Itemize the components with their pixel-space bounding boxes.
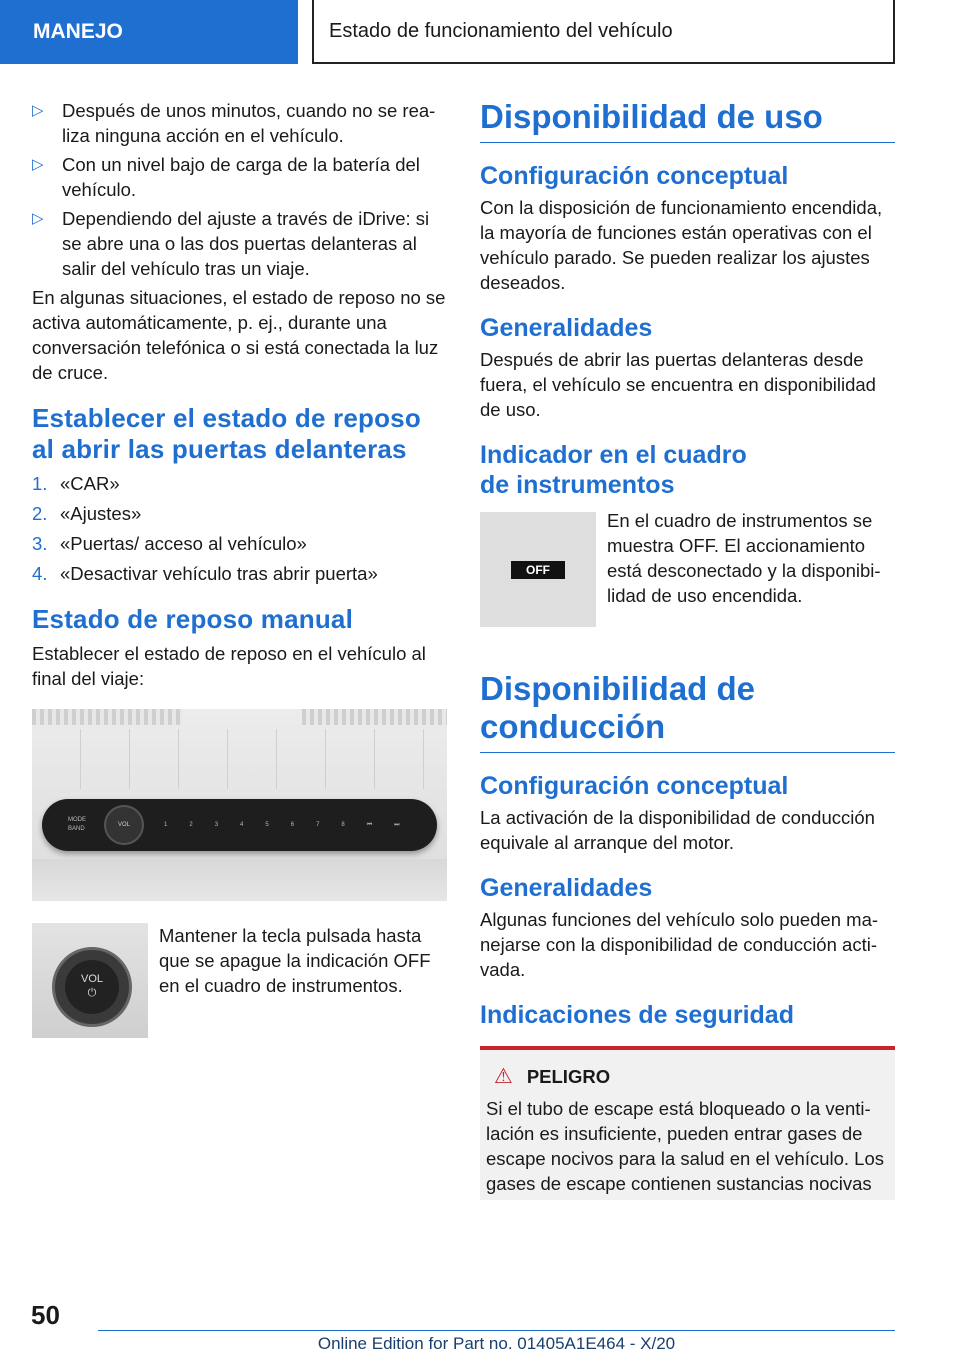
paragraph: Algunas funciones del vehículo solo pueden manejarse con la disponibilidad de conducción activada. <box>480 909 879 980</box>
paragraph: Después de abrir las puertas delanteras desde fuera, el vehículo se encuentra en disponibilidad de uso. <box>480 349 876 420</box>
section-label: MANEJO <box>33 20 123 43</box>
off-indicator-row <box>480 512 895 630</box>
right-column <box>480 98 895 1200</box>
off-indicator-image <box>480 512 596 627</box>
list-item: ▷ Después de unos minutos, cuando no se realiza ninguna acción en el vehículo. <box>32 100 436 146</box>
danger-text: Si el tubo de escape está bloqueado o la ventilación es insuficiente, pueden entrar gases de escape nocivos para la salud en el vehículo. Los gases de escape contienen sustancias nocivas <box>486 1098 885 1194</box>
header-title: Estado de funcionamiento del vehículo <box>329 19 673 42</box>
off-badge: OFF <box>511 561 565 579</box>
skip-back-icon: ⏮ <box>366 821 373 828</box>
heading-manual: Estado de reposo manual <box>32 604 354 634</box>
radio-button-panel <box>42 799 437 851</box>
paragraph: Establecer el estado de reposo en el vehículo al final del viaje: <box>32 643 426 689</box>
heading-gen2: Generalidades <box>480 874 653 902</box>
skip-forward-icon: ⏭ <box>394 821 400 828</box>
knob-instruction: Mantener la tecla pulsada hasta que se apague la indicación OFF en el cuadro de instrumentos. <box>159 925 431 996</box>
heading-conc1: Configuración conceptual <box>480 162 789 190</box>
heading-indicador: Indicador en el cuadro de instrumentos <box>480 441 747 499</box>
step-item: 2. «Ajustes» <box>32 503 142 524</box>
conditions-list <box>32 98 447 281</box>
heading-establecer: Establecer el estado de reposo al abrir las puertas delanteras <box>32 403 421 464</box>
triangle-bullet-icon: ▷ <box>32 102 44 119</box>
air-vent <box>32 709 182 725</box>
power-knob-photo: VOL ⏻ <box>32 923 148 1038</box>
heading-seguridad: Indicaciones de seguridad <box>480 1001 794 1029</box>
paragraph: Con la disposición de funcionamiento encendida, la mayoría de funciones están operativas con el vehículo parado. Se pueden realizar los ajustes deseados. <box>480 197 883 293</box>
warning-triangle-icon: ⚠ <box>494 1065 513 1088</box>
paragraph: La activación de la disponibilidad de conducción equivale al arranque del motor. <box>480 807 875 853</box>
console-lower <box>32 859 447 901</box>
heading-conc2: Configuración conceptual <box>480 772 789 800</box>
list-item: ▷ Con un nivel bajo de carga de la batería del vehículo. <box>32 154 420 200</box>
page-header <box>312 0 895 64</box>
mode-band-labels: MODE BAND <box>68 817 86 832</box>
heading-uso: Disponibilidad de uso <box>480 98 895 143</box>
list-item: ▷ Dependiendo del ajuste a través de iDrive: si se abre una o las dos puertas delanteras al salir del vehículo tras un viaje. <box>32 208 430 279</box>
steps-list <box>32 471 447 586</box>
footer: Online Edition for Part no. 01405A1E464 - X/20 <box>98 1330 895 1354</box>
heading-conduccion: Disponibilidad de conducción <box>480 670 895 753</box>
power-icon: ⏻ <box>87 987 97 999</box>
paragraph: En el cuadro de instrumentos se muestra OFF. El accionamiento está desconectado y la disponibilidad de uso encendida. <box>607 510 881 606</box>
step-item: 3. «Puertas/ acceso al vehículo» <box>32 533 307 554</box>
step-item: 1. «CAR» <box>32 473 120 494</box>
left-column <box>32 98 447 1048</box>
dash-panel <box>32 729 447 789</box>
triangle-bullet-icon: ▷ <box>32 156 44 173</box>
preset-buttons: 1 2 3 4 5 6 7 8 ⏮ ⏭ <box>164 821 400 828</box>
section-tab <box>0 0 298 64</box>
danger-title: ⚠ PELIGRO <box>494 1065 611 1088</box>
paragraph: En algunas situaciones, el estado de reposo no se activa automáticamente, p. ej., durante una conversación telefónica o si está conectada la luz de cruce. <box>32 287 446 383</box>
triangle-bullet-icon: ▷ <box>32 210 44 227</box>
page-number: 50 <box>31 1300 60 1330</box>
air-vent <box>302 709 447 725</box>
knob-row <box>32 923 447 1048</box>
step-item: 4. «Desactivar vehículo tras abrir puerta» <box>32 563 378 584</box>
heading-gen1: Generalidades <box>480 314 653 342</box>
console-photo <box>32 709 447 901</box>
volume-knob: VOL <box>104 805 144 845</box>
danger-box <box>480 1046 895 1200</box>
